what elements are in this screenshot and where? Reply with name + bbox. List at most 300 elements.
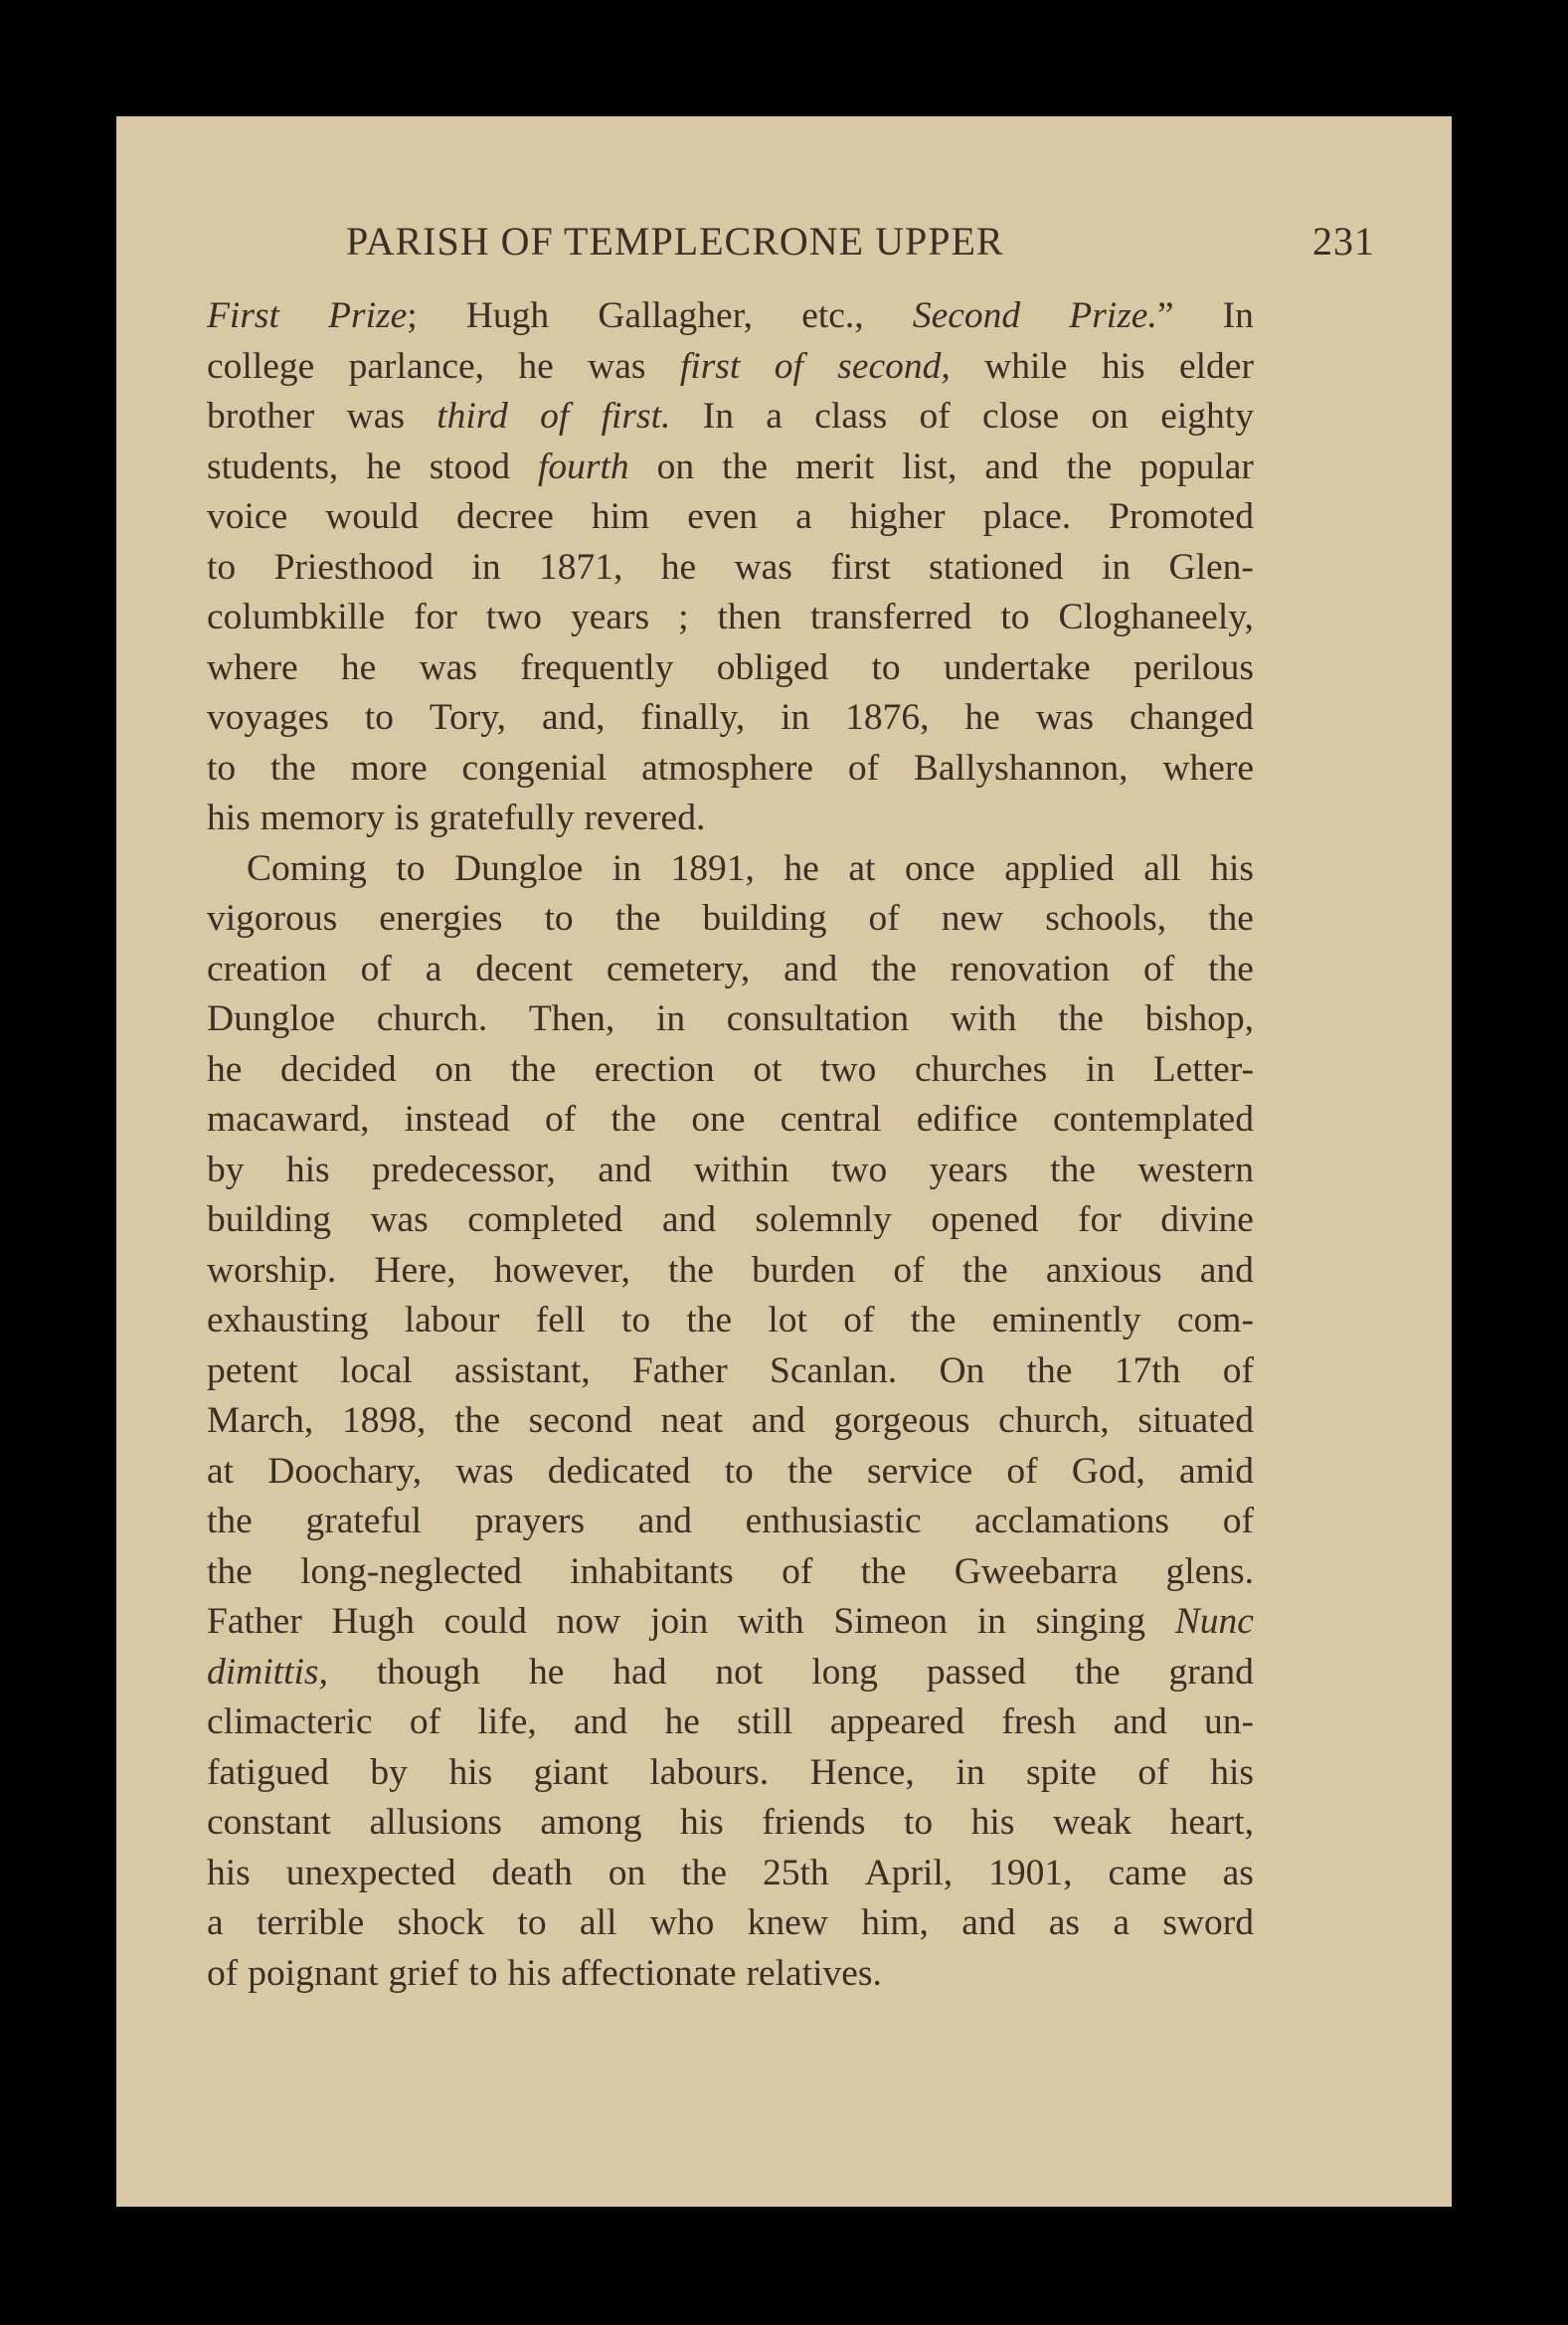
word	[661, 543, 696, 594]
roman-text: to	[724, 1450, 754, 1492]
roman-text: and	[961, 1902, 1016, 1943]
word	[615, 894, 661, 945]
roman-text: the	[722, 446, 768, 487]
roman-text: knew	[747, 1902, 828, 1943]
word	[467, 1195, 622, 1246]
word	[1026, 1748, 1097, 1799]
roman-text: petent	[207, 1349, 298, 1391]
word	[207, 1748, 329, 1799]
roman-text: to	[903, 1802, 934, 1843]
roman-text: poignant	[248, 1952, 379, 1994]
word	[342, 1396, 426, 1447]
word	[998, 1396, 1109, 1447]
roman-text: his	[1210, 847, 1254, 889]
word	[1170, 1798, 1254, 1849]
word	[861, 1547, 907, 1598]
word	[248, 1949, 378, 2000]
roman-text: to	[1000, 597, 1030, 637]
roman-text: grand	[1168, 1651, 1254, 1693]
roman-text: fatigued	[207, 1751, 329, 1793]
italic-text: Second	[912, 295, 1021, 336]
word	[377, 994, 487, 1045]
word	[992, 1296, 1141, 1346]
word	[430, 693, 506, 744]
text-line	[207, 693, 1254, 744]
word	[261, 794, 385, 844]
word	[207, 1949, 238, 2000]
roman-text: to	[468, 1952, 498, 1994]
word	[871, 945, 917, 995]
roman-text: and	[984, 446, 1039, 487]
roman-text: decree	[456, 496, 554, 537]
roman-text: his	[1210, 1751, 1254, 1793]
word	[612, 844, 641, 895]
word	[300, 1547, 522, 1598]
word	[820, 1045, 876, 1096]
word	[491, 1849, 572, 1899]
roman-text: of	[843, 1300, 875, 1341]
word	[944, 643, 1091, 694]
roman-text: cemetery,	[606, 948, 751, 989]
word	[801, 291, 863, 342]
roman-text: first	[830, 546, 891, 588]
word	[534, 1748, 609, 1799]
roman-text: to	[364, 697, 394, 738]
roman-text: and	[661, 1199, 716, 1240]
roman-text: all	[1143, 847, 1181, 889]
word	[661, 1396, 723, 1447]
text-line	[207, 1798, 1254, 1849]
word	[1049, 1898, 1080, 1949]
word	[280, 1045, 397, 1096]
roman-text: unexpected	[285, 1852, 456, 1893]
word	[814, 392, 887, 443]
word	[1165, 1547, 1254, 1598]
roman-text: 1898,	[341, 1400, 427, 1441]
roman-text: the	[1066, 446, 1113, 487]
word	[1109, 492, 1254, 543]
roman-text: church.	[376, 998, 488, 1039]
roman-text: allusions	[369, 1802, 502, 1843]
roman-text: revered.	[584, 798, 706, 838]
word	[545, 1095, 576, 1146]
text-line	[207, 1849, 1254, 1899]
word	[861, 1898, 929, 1949]
text-line	[207, 894, 1254, 945]
roman-text: college	[207, 345, 315, 387]
roman-text: list,	[902, 446, 958, 487]
word	[656, 994, 685, 1045]
text-line	[207, 291, 1254, 342]
italic-text: Nunc	[1174, 1601, 1254, 1642]
roman-text: grief	[388, 1952, 459, 1994]
word	[542, 693, 606, 744]
roman-text: he	[366, 446, 402, 487]
roman-text: eminently	[991, 1300, 1141, 1341]
roman-text: to	[396, 847, 426, 889]
word	[1210, 844, 1254, 895]
roman-text: gratefully	[429, 798, 575, 838]
word	[286, 1849, 456, 1899]
roman-text: appeared	[829, 1701, 965, 1742]
word	[632, 1346, 728, 1397]
italic-text: of	[540, 396, 570, 437]
roman-text: long-neglected	[300, 1550, 522, 1592]
roman-text: to	[544, 898, 574, 939]
word	[462, 744, 608, 795]
word	[691, 1095, 745, 1146]
roman-text: eighty	[1160, 396, 1254, 437]
word	[984, 342, 1067, 393]
roman-text: more	[350, 747, 428, 789]
roman-text: two	[820, 1048, 877, 1090]
word	[955, 1547, 1118, 1598]
word	[370, 1748, 408, 1799]
word	[270, 744, 316, 795]
word	[286, 1146, 330, 1196]
text-line	[207, 945, 1254, 995]
roman-text: in	[1101, 546, 1132, 588]
word	[1036, 1597, 1145, 1648]
roman-text: of	[1222, 1349, 1254, 1391]
word	[207, 1597, 302, 1648]
word	[687, 492, 758, 543]
word	[595, 1045, 715, 1096]
word	[755, 1195, 892, 1246]
text-line	[207, 994, 1254, 1045]
word	[351, 744, 428, 795]
roman-text: was	[419, 646, 477, 688]
word	[207, 1898, 224, 1949]
word	[775, 342, 803, 393]
roman-text: amid	[1178, 1450, 1254, 1492]
word	[207, 1648, 328, 1699]
word	[529, 1648, 564, 1699]
text-line	[207, 1195, 1254, 1246]
word	[735, 543, 792, 594]
roman-text: and	[1113, 1701, 1167, 1742]
roman-text: though	[376, 1651, 481, 1693]
roman-text: him,	[861, 1902, 929, 1943]
word	[207, 1798, 331, 1849]
roman-text: enthusiastic	[745, 1501, 922, 1541]
roman-text: the	[270, 747, 316, 789]
word	[768, 1296, 807, 1346]
word	[207, 1246, 336, 1297]
roman-text: in	[611, 847, 641, 889]
roman-text: the	[1058, 998, 1104, 1039]
roman-text: to	[207, 747, 237, 789]
word	[518, 342, 553, 393]
roman-text: the	[1026, 1349, 1073, 1391]
word	[795, 443, 874, 493]
roman-text: church,	[998, 1400, 1110, 1441]
roman-text: he	[660, 546, 697, 588]
roman-text: his	[207, 1852, 251, 1893]
body-text	[207, 291, 1254, 1999]
roman-text: transferred	[809, 597, 972, 637]
word	[738, 1597, 804, 1648]
italic-text: of	[774, 345, 803, 387]
word	[370, 1195, 428, 1246]
roman-text: giant	[533, 1751, 609, 1793]
roman-text: contemplated	[1052, 1099, 1254, 1140]
roman-text: his	[680, 1802, 724, 1843]
word	[752, 1396, 805, 1447]
word	[207, 1346, 298, 1397]
roman-text: terrible	[256, 1902, 365, 1943]
roman-text: 17th	[1114, 1349, 1181, 1391]
word	[477, 1698, 536, 1748]
word	[893, 1246, 924, 1297]
italic-text: third	[436, 396, 508, 437]
roman-text: now	[556, 1601, 621, 1642]
roman-text: with	[950, 998, 1017, 1039]
word	[1223, 1346, 1254, 1397]
roman-text: Gallagher,	[598, 295, 754, 336]
roman-text: in	[655, 998, 686, 1039]
word	[717, 593, 782, 643]
roman-text: and	[1199, 1249, 1254, 1291]
word	[670, 844, 754, 895]
roman-text: within	[693, 1149, 789, 1190]
word	[1114, 1698, 1167, 1748]
italic-text: first.	[601, 396, 671, 437]
roman-text: Doochary,	[267, 1450, 423, 1492]
roman-text: higher	[849, 496, 946, 537]
page-number: 231	[1312, 219, 1375, 264]
text-line	[207, 643, 1254, 694]
word	[207, 1849, 251, 1899]
word	[1067, 443, 1113, 493]
italic-text: dimittis,	[207, 1651, 328, 1693]
roman-text: voice	[207, 496, 288, 537]
word	[570, 1547, 734, 1598]
roman-text: the	[207, 1550, 253, 1592]
roman-text: at	[848, 847, 876, 889]
word	[680, 1798, 724, 1849]
word	[1027, 1346, 1073, 1397]
roman-text: dedicated	[547, 1450, 691, 1492]
text-line	[207, 1346, 1254, 1397]
roman-text: decided	[280, 1048, 397, 1090]
word	[845, 693, 929, 744]
word	[257, 1898, 364, 1949]
word	[207, 342, 314, 393]
word	[456, 492, 554, 543]
word	[787, 1447, 833, 1498]
word	[927, 1648, 1026, 1699]
word	[737, 1698, 792, 1748]
roman-text: as	[1222, 1852, 1254, 1893]
word	[1045, 894, 1166, 945]
word	[715, 1648, 763, 1699]
word	[486, 593, 542, 643]
word	[982, 392, 1059, 443]
word	[956, 1748, 984, 1799]
roman-text: by	[370, 1751, 408, 1793]
word	[983, 492, 1071, 543]
roman-text: sword	[1162, 1902, 1254, 1943]
word	[902, 443, 957, 493]
roman-text: affectionate	[561, 1952, 737, 1994]
roman-text: was	[734, 546, 792, 588]
word	[207, 994, 335, 1045]
roman-text: the	[681, 1852, 727, 1893]
word	[466, 291, 549, 342]
word	[762, 1798, 865, 1849]
word	[781, 693, 809, 744]
word	[207, 1296, 368, 1346]
word	[414, 593, 457, 643]
word	[374, 1246, 455, 1297]
roman-text: he	[784, 847, 819, 889]
roman-text: the	[961, 1249, 1008, 1291]
roman-text: lot	[768, 1300, 807, 1341]
roman-text: solemnly	[755, 1199, 892, 1240]
text-line	[207, 794, 1254, 844]
roman-text: ”	[1156, 295, 1174, 336]
word	[1053, 1798, 1132, 1849]
roman-text: macaward,	[207, 1099, 370, 1140]
word	[747, 1949, 882, 2000]
roman-text: exhausting	[207, 1300, 369, 1341]
roman-text: his	[207, 798, 251, 838]
word	[984, 443, 1038, 493]
word	[361, 945, 392, 995]
roman-text: was	[1035, 697, 1095, 738]
word	[540, 392, 569, 443]
word	[507, 1949, 551, 2000]
text-line	[207, 392, 1254, 443]
word	[911, 1296, 957, 1346]
word	[664, 1698, 699, 1748]
text-line	[207, 342, 1254, 393]
word	[1143, 945, 1174, 995]
word	[1137, 1748, 1168, 1799]
word	[1162, 1898, 1254, 1949]
word	[1001, 1698, 1076, 1748]
word	[703, 894, 827, 945]
word	[341, 643, 376, 694]
word	[430, 794, 575, 844]
word	[784, 844, 818, 895]
roman-text: a	[795, 496, 812, 537]
roman-text: of	[1006, 1450, 1038, 1492]
word	[377, 1648, 480, 1699]
roman-text: service	[867, 1450, 973, 1492]
word	[834, 1396, 970, 1447]
roman-text: God,	[1071, 1450, 1145, 1492]
roman-text: students,	[207, 446, 339, 487]
roman-text: was	[455, 1450, 514, 1492]
word	[1053, 1095, 1254, 1146]
roman-text: long	[811, 1651, 878, 1693]
running-head-title: PARISH OF TEMPLECRONE UPPER	[346, 219, 1004, 264]
word	[475, 1497, 585, 1547]
word	[1072, 1447, 1145, 1498]
roman-text: the	[454, 1400, 500, 1441]
word	[468, 1949, 497, 2000]
word	[207, 291, 279, 342]
word	[1179, 1447, 1254, 1498]
word	[207, 1195, 331, 1246]
roman-text: his	[507, 1952, 552, 1994]
roman-text: Scanlan.	[770, 1349, 898, 1391]
roman-text: the	[510, 1048, 557, 1090]
roman-text: of	[1137, 1751, 1169, 1793]
roman-text: in	[471, 546, 501, 588]
text-line	[207, 1095, 1254, 1146]
word	[810, 593, 971, 643]
roman-text: churches	[915, 1048, 1048, 1090]
roman-text: had	[612, 1651, 667, 1693]
roman-text: Dungloe	[207, 998, 336, 1039]
word	[398, 1898, 485, 1949]
text-line	[207, 1648, 1254, 1699]
word	[848, 844, 875, 895]
italic-text: First	[207, 295, 279, 336]
roman-text: ot	[753, 1048, 783, 1090]
word	[598, 1146, 651, 1196]
word	[395, 794, 420, 844]
roman-text: of	[409, 1701, 441, 1742]
roman-text: Father	[207, 1601, 302, 1642]
roman-text: perilous	[1133, 646, 1254, 688]
text-line	[207, 1296, 1254, 1346]
roman-text: energies	[379, 898, 503, 939]
text-line	[207, 1497, 1254, 1547]
roman-text: Then,	[528, 998, 615, 1039]
word	[1006, 1447, 1037, 1498]
roman-text: columbkille	[207, 597, 386, 637]
word	[717, 643, 828, 694]
word	[574, 1698, 627, 1748]
word	[1115, 1346, 1181, 1397]
word	[640, 693, 745, 744]
word	[1058, 994, 1104, 1045]
word	[1058, 593, 1253, 643]
word	[988, 1849, 1072, 1899]
roman-text: changed	[1129, 697, 1254, 738]
word	[641, 744, 813, 795]
word	[609, 1849, 646, 1899]
word	[795, 492, 812, 543]
word	[748, 1898, 828, 1949]
roman-text: his	[285, 1149, 330, 1190]
roman-text: he	[207, 1048, 243, 1090]
italic-text: fourth	[537, 446, 629, 487]
roman-text: once	[904, 847, 975, 889]
roman-text: the	[787, 1450, 833, 1492]
roman-text: then	[717, 597, 783, 637]
roman-text: he	[528, 1651, 565, 1693]
text-line	[207, 1246, 1254, 1297]
text-line	[207, 443, 1254, 493]
roman-text: completed	[467, 1199, 623, 1240]
text-line	[207, 543, 1254, 594]
word	[931, 1195, 1038, 1246]
running-head	[346, 218, 1375, 268]
word	[971, 1798, 1015, 1849]
word	[207, 744, 236, 795]
word	[939, 1346, 984, 1397]
roman-text: un-	[1204, 1701, 1254, 1742]
word	[962, 1246, 1008, 1297]
roman-text: predecessor,	[372, 1149, 556, 1190]
text-line	[207, 492, 1254, 543]
word	[1004, 844, 1114, 895]
